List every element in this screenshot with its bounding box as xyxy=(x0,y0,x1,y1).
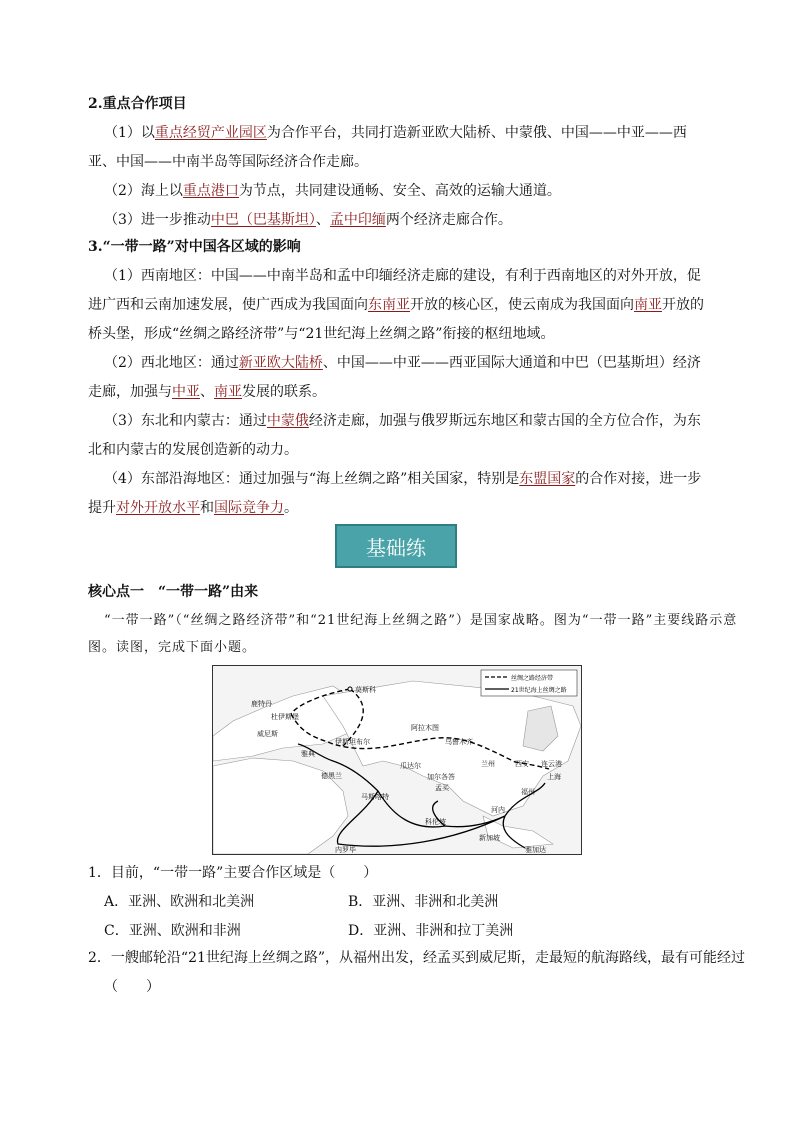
item-1-line-1: （1）西南地区：中国——中南半岛和孟中印缅经济走廊的建设，有利于西南地区的对外开放，促 xyxy=(104,268,701,284)
legend-land-label: 丝绸之路经济带 xyxy=(511,675,554,682)
underlined-term: 对外开放水平 xyxy=(116,500,200,516)
paragraph-1-line-1 xyxy=(104,123,744,143)
intro-line-2: 图。读图，完成下面小题。 xyxy=(88,640,257,655)
underlined-term: 东盟国家 xyxy=(519,471,576,487)
map-svg xyxy=(213,666,581,854)
city-tehran: 德黑兰 xyxy=(321,772,342,780)
core-point-heading: 核心点一 “一带一路”由来 xyxy=(88,584,259,600)
item-2-line-2 xyxy=(88,382,728,402)
question-1-option-a[interactable]: A．亚洲、欧洲和北美洲 xyxy=(104,894,255,910)
section-3-title: 3.“一带一路”对中国各区域的影响 xyxy=(88,239,301,255)
item-1-line-3: 桥头堡，形成“丝绸之路经济带”与“21世纪海上丝绸之路”衔接的枢纽地域。 xyxy=(88,326,555,342)
underlined-term: 重点港口 xyxy=(182,183,239,199)
city-hanoi: 河内 xyxy=(491,806,505,814)
item-2-line-1 xyxy=(104,353,744,373)
text: （3）进一步推动 xyxy=(104,212,211,228)
text: （2）海上以 xyxy=(104,183,183,199)
text: （2）西北地区：通过 xyxy=(104,355,239,371)
text: 开放的核心区，使云南成为我国面向 xyxy=(410,297,634,313)
intro-line-1: “一带一路”（“丝绸之路经济带”和“21世纪海上丝绸之路”）是国家战略。图为“一带一路”主要线路示意 xyxy=(104,613,738,628)
city-lianyungang: 连云港 xyxy=(541,760,562,768)
question-1-option-d[interactable]: D．亚洲、非洲和拉丁美洲 xyxy=(348,923,514,939)
paragraph-2 xyxy=(104,181,744,201)
city-lanzhou: 兰州 xyxy=(481,760,495,768)
text: 两个经济走廊合作。 xyxy=(385,212,512,228)
city-gwadar: 瓜达尔 xyxy=(400,762,421,770)
underlined-term: 中亚 xyxy=(172,384,200,400)
city-colombo: 科伦坡 xyxy=(425,818,446,826)
city-almaty: 阿拉木图 xyxy=(411,724,439,732)
legend-sea-label: 21世纪海上丝绸之路 xyxy=(511,687,567,694)
city-nairobi: 内罗毕 xyxy=(335,846,356,854)
underlined-term: 东南亚 xyxy=(368,297,410,313)
text: 、 xyxy=(200,384,214,400)
underlined-term: 南亚 xyxy=(214,384,242,400)
city-kolkata: 加尔各答 xyxy=(427,773,455,781)
underlined-term: 中巴（巴基斯坦） xyxy=(210,212,316,228)
question-1-option-c[interactable]: C．亚洲、欧洲和非洲 xyxy=(104,923,241,939)
item-3-line-1 xyxy=(104,411,744,431)
city-urumqi: 乌鲁木齐 xyxy=(445,738,473,746)
text: 、中国——中亚——西亚国际大通道和中巴（巴基斯坦）经济 xyxy=(322,355,701,371)
text: 和 xyxy=(200,500,214,516)
item-3-line-2: 北和内蒙古的发展创造新的动力。 xyxy=(88,442,298,458)
item-4-line-1 xyxy=(104,469,744,489)
city-mengmai: 孟买 xyxy=(435,784,449,792)
question-1-stem: 1．目前，“一带一路”主要合作区域是（ ） xyxy=(88,865,378,881)
city-jakarta: 雅加达 xyxy=(525,846,546,854)
city-venice: 威尼斯 xyxy=(257,730,278,738)
text: 、 xyxy=(315,212,330,228)
text: 开放的 xyxy=(662,297,704,313)
text: 。 xyxy=(284,500,298,516)
underlined-term: 重点经贸产业园区 xyxy=(154,125,267,141)
text: （3）东北和内蒙古：通过 xyxy=(104,413,267,429)
city-rotterdam: 鹿特丹 xyxy=(251,700,272,708)
city-moscow: 莫斯科 xyxy=(355,686,376,694)
text: （1）以 xyxy=(104,125,155,141)
text: 经济走廊，加强与俄罗斯远东地区和蒙古国的全方位合作，为东 xyxy=(308,413,701,429)
question-2-answer-paren: （ ） xyxy=(104,979,160,995)
section-badge: 基础练 xyxy=(335,524,457,568)
city-xian: 西安 xyxy=(515,760,529,768)
underlined-term: 中蒙俄 xyxy=(266,413,309,429)
text: 进广西和云南加速发展，使广西成为我国面向 xyxy=(88,297,368,313)
item-1-line-2 xyxy=(88,295,728,315)
underlined-term: 南亚 xyxy=(634,297,662,313)
city-fuzhou: 福州 xyxy=(521,788,535,796)
paragraph-1-line-2: 亚、中国——中南半岛等国际经济合作走廊。 xyxy=(88,154,368,170)
city-duisburg: 杜伊斯堡 xyxy=(271,713,299,721)
underlined-term: 孟中印缅 xyxy=(329,212,386,228)
underlined-term: 新亚欧大陆桥 xyxy=(238,355,323,371)
city-istanbul: 伊斯坦布尔 xyxy=(335,738,370,746)
city-shanghai: 上海 xyxy=(547,773,561,781)
text: 提升 xyxy=(88,500,116,516)
question-1-option-b[interactable]: B．亚洲、非洲和北美洲 xyxy=(348,894,499,910)
text: 为合作平台，共同打造新亚欧大陆桥、中蒙俄、中国——中亚——西 xyxy=(266,125,687,141)
text: 为节点，共同建设通畅、安全、高效的运输大通道。 xyxy=(238,183,561,199)
city-singapore: 新加坡 xyxy=(479,834,500,842)
text: 的合作对接，进一步 xyxy=(575,471,702,487)
text: 走廊，加强与 xyxy=(88,384,172,400)
section-2-title: 2.重点合作项目 xyxy=(88,96,187,112)
city-athens: 雅典 xyxy=(301,750,315,758)
city-muscat: 马斯喀特 xyxy=(361,793,389,801)
item-4-line-2 xyxy=(88,498,728,518)
text: 发展的联系。 xyxy=(242,384,326,400)
text: （4）东部沿海地区：通过加强与“海上丝绸之路”相关国家，特别是 xyxy=(104,471,520,487)
city-dot xyxy=(348,687,352,691)
underlined-term: 国际竞争力 xyxy=(214,500,284,516)
belt-and-road-map xyxy=(212,665,582,855)
paragraph-3 xyxy=(104,210,744,230)
question-2-stem: 2．一艘邮轮沿“21世纪海上丝绸之路”，从福州出发，经孟买到威尼斯，走最短的航海路线，最有可能经过 xyxy=(88,950,746,966)
